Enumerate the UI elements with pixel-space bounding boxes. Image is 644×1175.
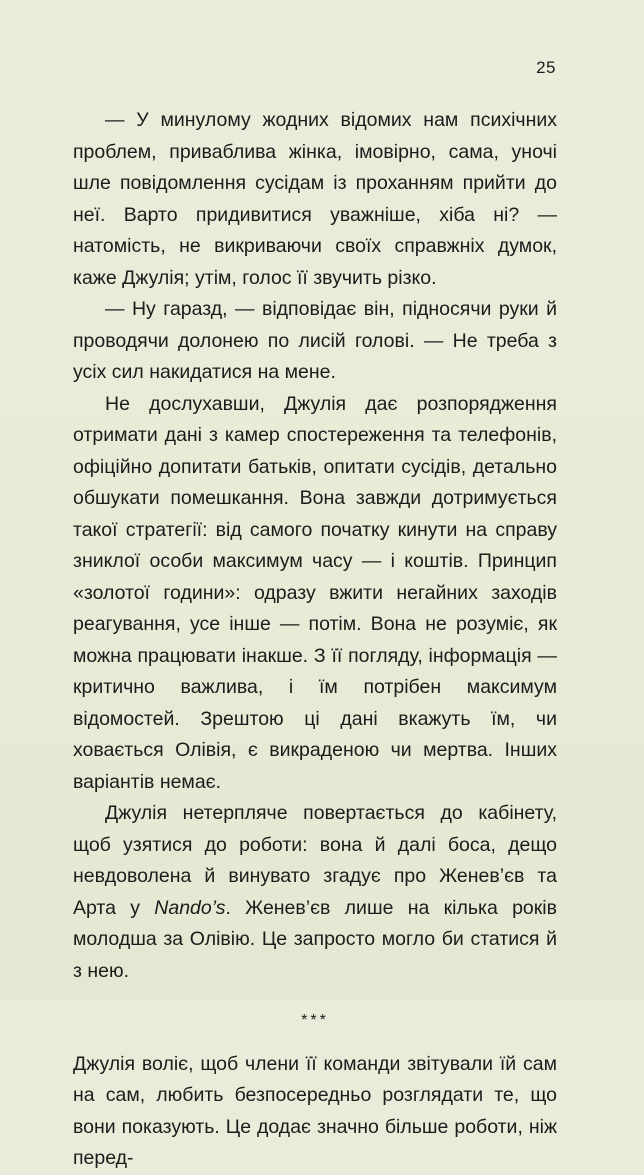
body-text xyxy=(73,105,557,1175)
section-divider: *** xyxy=(301,1012,329,1029)
paragraph-4-end: . Женев’єв лише на кілька років молодша за Олівію. Це запросто могло би статися й з нею. xyxy=(73,896,557,982)
paragraph-4-start: Джулія нетерпляче повертається до кабінету, щоб узятися до роботи: вона й далі боса, дещо невдоволена й винувато згадує про Женев’єв та Арта у xyxy=(73,802,557,919)
paragraph-1: — У минулому жодних відомих нам психічних проблем, приваблива жінка, імовірно, сама, уночі шле повідомлення сусідам із проханням прийти до неї. Варто придивитися уважніше, хіба ні? — натомість, не викриваючи своїх справжніх думок, каже Джулія; утім, голос її звучить різко. xyxy=(73,109,557,289)
paragraph-2: — Ну гаразд, — відповідає він, підносячи руки й проводячи долонею по лисій голові. — Не треба з усіх сил накидатися на мене. xyxy=(73,298,557,383)
restaurant-name: Nando’s xyxy=(154,896,226,919)
paragraph-5: Джулія воліє, щоб члени її команди звітували їй сам на сам, любить безпосередньо розглядати те, що вони показують. Це додає значно більше роботи, ніж перед- xyxy=(73,1052,557,1169)
paragraph-4 xyxy=(73,798,557,987)
paragraph-3: Не дослухавши, Джулія дає розпорядження отримати дані з камер спостереження та телефонів, офіційно допитати батьків, опитати сусідів, детально обшукати помешкання. Вона завжди дотримується такої стратегії: від самого початку кинути на справу зниклої особи максимум часу — і коштів. Принцип «золотої години»: одразу вжити негайних заходів реагування, усе інше — потім. Вона не розуміє, як можна працювати інакше. З її погляду, інформація — критично важлива, і їм потрібен максимум відомостей. Зрештою ці дані вкажуть їм, чи ховається Олівія, є викраденою чи мертва. Інших варіантів немає. xyxy=(73,392,557,793)
page-number: 25 xyxy=(536,58,556,77)
